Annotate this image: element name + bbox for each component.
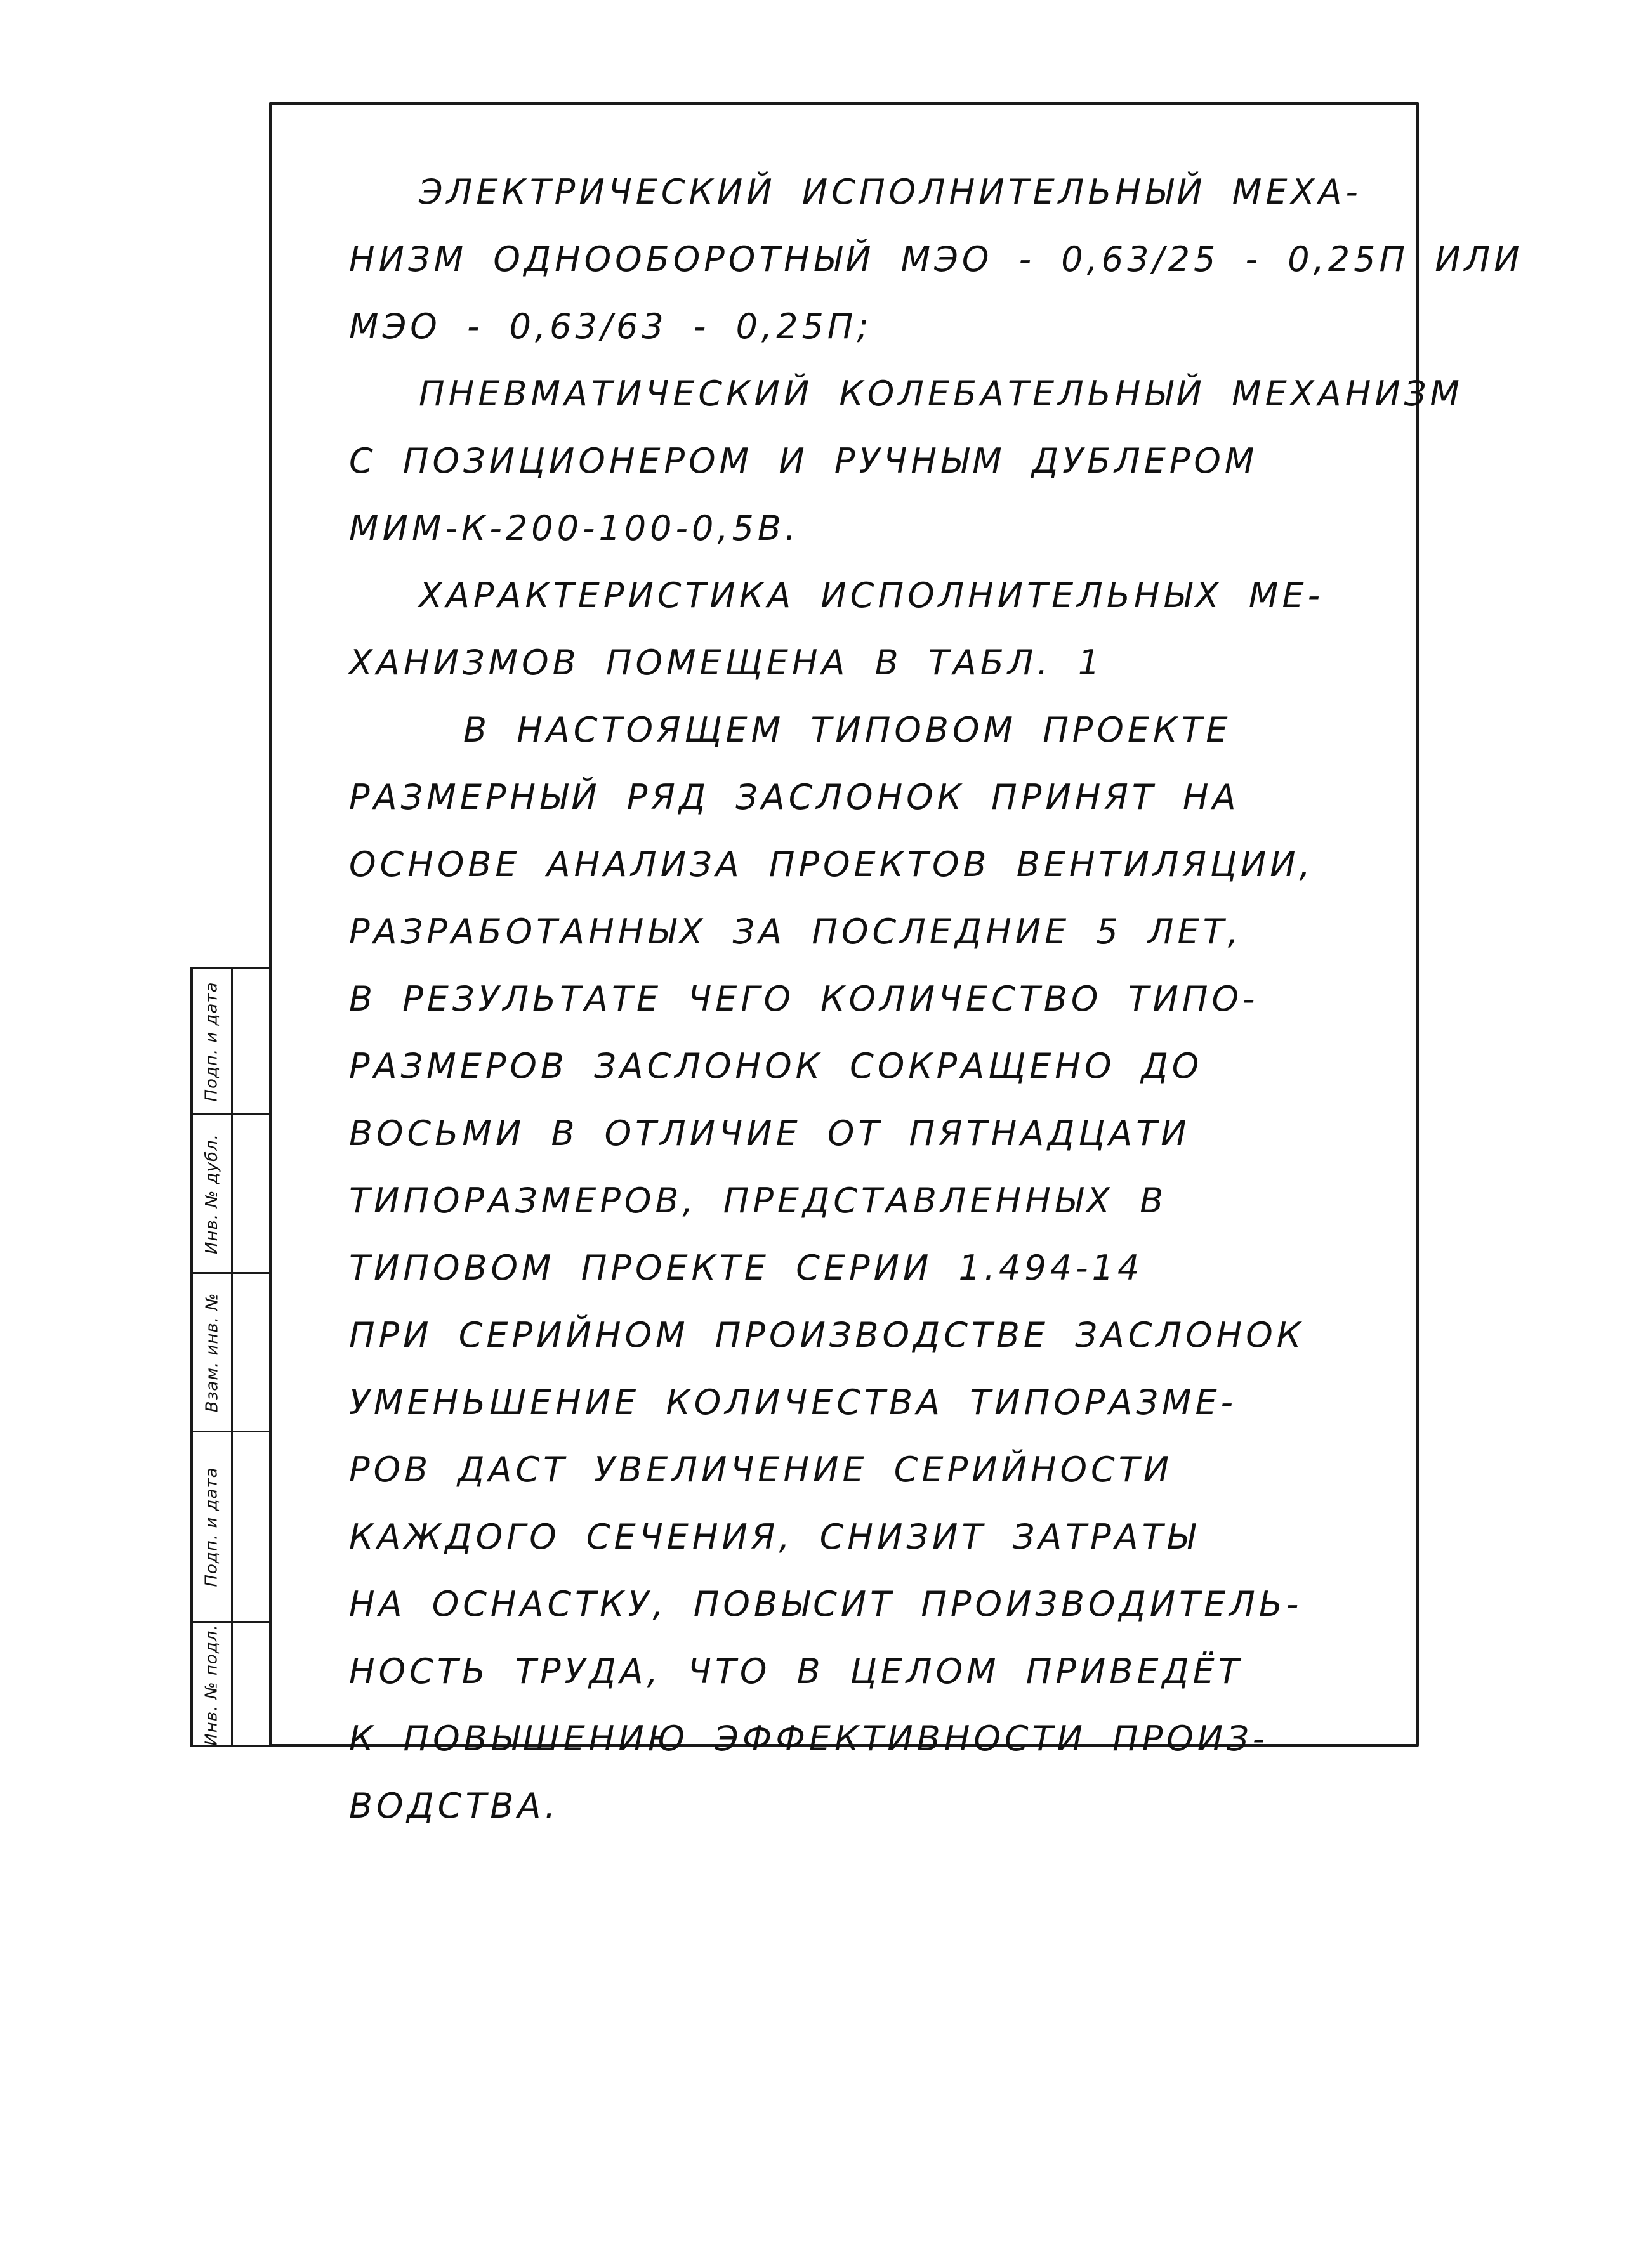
text-line: В НАСТОЯЩЕМ ТИПОВОМ ПРОЕКТЕ — [463, 710, 1232, 750]
text-line: ВОСЬМИ В ОТЛИЧИЕ ОТ ПЯТНАДЦАТИ — [349, 1113, 1190, 1153]
text-line: ТИПОВОМ ПРОЕКТЕ СЕРИИ 1.494-14 — [349, 1248, 1143, 1288]
text-line: НИЗМ ОДНООБОРОТНЫЙ МЭО - 0,63/25 - 0,25П ИЛИ — [349, 239, 1524, 279]
text-line: МЭО - 0,63/63 - 0,25П; — [349, 306, 873, 346]
stamp-cell-sign-date-1 — [193, 969, 231, 1115]
text-line: НА ОСНАСТКУ, ПОВЫСИТ ПРОИЗВОДИТЕЛЬ- — [349, 1584, 1303, 1624]
text-line: РАЗМЕРОВ ЗАСЛОНОК СОКРАЩЕНО ДО — [349, 1046, 1203, 1086]
stamp-cell-orig-inv — [193, 1623, 231, 1747]
side-stamp — [190, 967, 272, 1747]
text-line: К ПОВЫШЕНИЮ ЭФФЕКТИВНОСТИ ПРОИЗ- — [349, 1719, 1269, 1759]
stamp-value-cell — [231, 1115, 272, 1274]
text-line: ХАНИЗМОВ ПОМЕЩЕНА В ТАБЛ. 1 — [349, 643, 1104, 683]
text-line: ВОДСТВА. — [349, 1786, 560, 1826]
text-line: КАЖДОГО СЕЧЕНИЯ, СНИЗИТ ЗАТРАТЫ — [349, 1517, 1199, 1557]
stamp-cell-sign-date-2 — [193, 1432, 231, 1623]
text-line: РАЗРАБОТАННЫХ ЗА ПОСЛЕДНИЕ 5 ЛЕТ, — [349, 912, 1242, 952]
body-text — [349, 159, 1524, 1840]
stamp-cell-repl-inv — [193, 1274, 231, 1432]
stamp-cell-dup-inv — [193, 1115, 231, 1274]
text-line: МИМ-К-200-100-0,5В. — [349, 508, 800, 548]
text-line: НОСТЬ ТРУДА, ЧТО В ЦЕЛОМ ПРИВЕДЁТ — [349, 1651, 1243, 1691]
text-line: УМЕНЬШЕНИЕ КОЛИЧЕСТВА ТИПОРАЗМЕ- — [349, 1382, 1237, 1422]
text-line: ПНЕВМАТИЧЕСКИЙ КОЛЕБАТЕЛЬНЫЙ МЕХАНИЗМ — [419, 374, 1463, 414]
text-line: С ПОЗИЦИОНЕРОМ И РУЧНЫМ ДУБЛЕРОМ — [349, 441, 1258, 481]
text-line: В РЕЗУЛЬТАТЕ ЧЕГО КОЛИЧЕСТВО ТИПО- — [349, 979, 1259, 1019]
text-line: ЭЛЕКТРИЧЕСКИЙ ИСПОЛНИТЕЛЬНЫЙ МЕХА- — [419, 172, 1362, 212]
text-line: РАЗМЕРНЫЙ РЯД ЗАСЛОНОК ПРИНЯТ НА — [349, 777, 1240, 817]
stamp-label: Подп. и дата — [202, 1466, 221, 1587]
text-line: ТИПОРАЗМЕРОВ, ПРЕДСТАВЛЕННЫХ В — [349, 1181, 1168, 1221]
stamp-value-cell — [231, 969, 272, 1115]
stamp-value-cell — [231, 1274, 272, 1432]
stamp-label: Инв. № подл. — [202, 1624, 221, 1746]
stamp-label: Инв. № дубл. — [202, 1133, 222, 1254]
text-line: ОСНОВЕ АНАЛИЗА ПРОЕКТОВ ВЕНТИЛЯЦИИ, — [349, 844, 1314, 884]
stamp-label: Взам. инв. № — [202, 1292, 221, 1412]
text-line: ХАРАКТЕРИСТИКА ИСПОЛНИТЕЛЬНЫХ МЕ- — [419, 575, 1324, 615]
text-line: ПРИ СЕРИЙНОМ ПРОИЗВОДСТВЕ ЗАСЛОНОК — [349, 1315, 1305, 1355]
text-line: РОВ ДАСТ УВЕЛИЧЕНИЕ СЕРИЙНОСТИ — [349, 1450, 1173, 1490]
stamp-value-cell — [231, 1432, 272, 1623]
stamp-label: Подп. и дата — [202, 981, 221, 1102]
